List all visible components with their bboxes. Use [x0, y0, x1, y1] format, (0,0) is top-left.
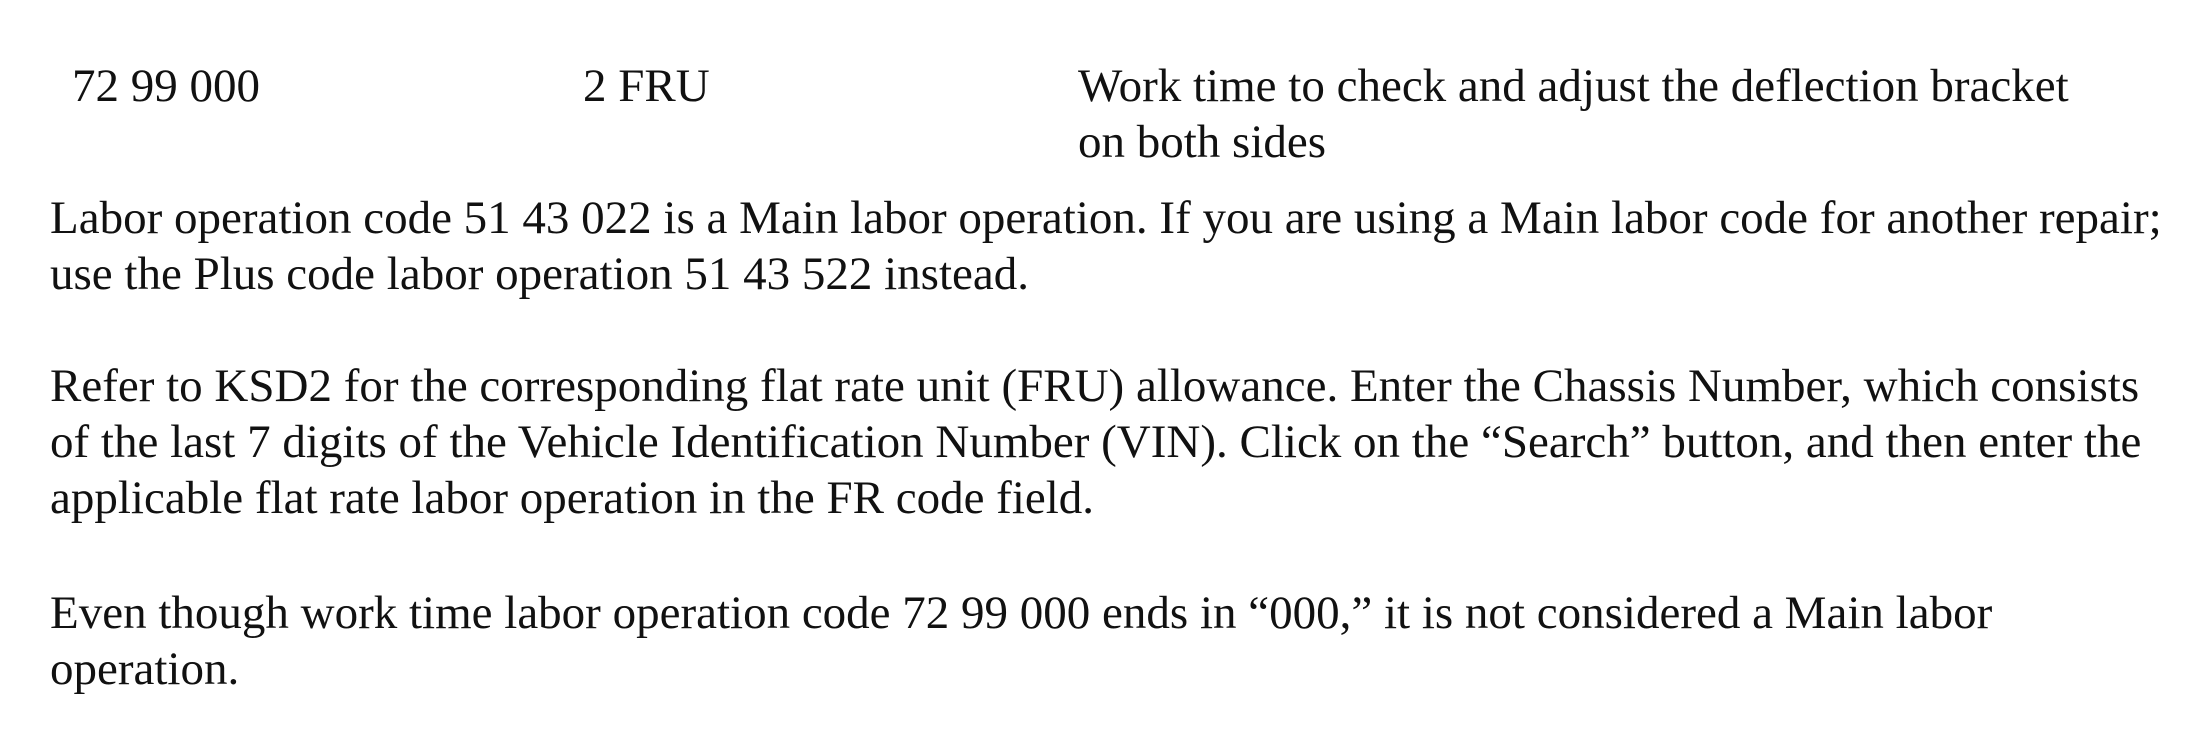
ksd2-instructions-paragraph: Refer to KSD2 for the corresponding flat rate unit (FRU) allowance. Enter the Chassis Number, which consists of the last 7 digits of the Vehicle Identification Number (VIN). Click on the “Search” button, and then enter the applicable flat rate labor operation in the FR code field.	[50, 360, 2142, 524]
labor-description: Work time to check and adjust the deflection bracket on both sides	[1078, 60, 2069, 168]
main-labor-paragraph: Labor operation code 51 43 022 is a Main labor operation. If you are using a Main labor code for another repair; use the Plus code labor operation 51 43 522 instead.	[50, 192, 2162, 300]
labor-code: 72 99 000	[72, 60, 260, 112]
work-time-note-paragraph: Even though work time labor operation code 72 99 000 ends in “000,” it is not considered a Main labor operation.	[50, 587, 1993, 695]
labor-operation-row	[0, 52, 2185, 172]
fru-allowance: 2 FRU	[583, 60, 710, 112]
